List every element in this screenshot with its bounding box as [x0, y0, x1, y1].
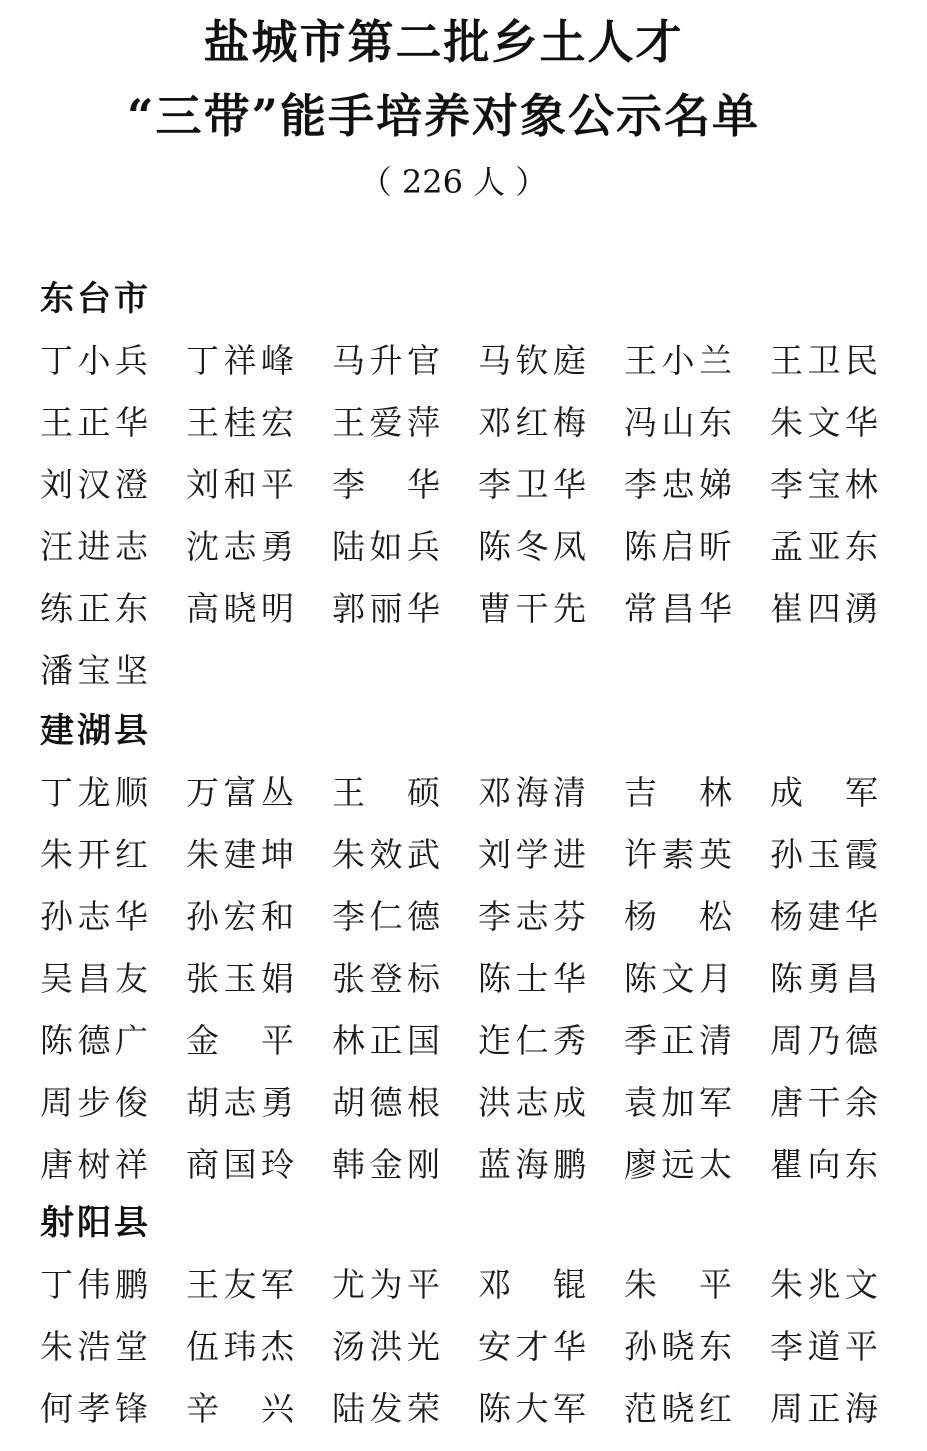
name-grid — [40, 762, 900, 1196]
total-count: （ 226 人 ） — [359, 163, 548, 201]
person-name: 冯 山 东 — [624, 403, 732, 442]
person-name: 王 卫 民 — [770, 341, 878, 380]
person-name: 王 友 军 — [186, 1265, 294, 1304]
person-name: 吉 林 — [624, 773, 732, 812]
person-name: 唐 干 余 — [770, 1083, 878, 1122]
person-name: 金 平 — [186, 1021, 294, 1060]
person-name: 高 晓 明 — [186, 589, 294, 628]
person-name: 邓 锟 — [478, 1265, 586, 1304]
person-name: 陈 德 广 — [40, 1021, 148, 1060]
person-name: 何 孝 锋 — [40, 1389, 148, 1428]
person-name: 汤 洪 光 — [332, 1327, 440, 1366]
person-name: 孙 志 华 — [40, 897, 148, 936]
person-name: 汪 进 志 — [40, 527, 148, 566]
person-name: 周 正 海 — [770, 1389, 878, 1428]
person-name: 潘 宝 坚 — [40, 651, 148, 690]
person-name: 邓 红 梅 — [478, 403, 586, 442]
person-name: 辛 兴 — [186, 1389, 294, 1428]
person-name: 李 志 芬 — [478, 897, 586, 936]
person-name: 唐 树 祥 — [40, 1145, 148, 1184]
section-title: 东台市 — [40, 279, 151, 319]
person-name: 陈 大 军 — [478, 1389, 586, 1428]
person-name: 陆 如 兵 — [332, 527, 440, 566]
person-name: 朱 开 红 — [40, 835, 148, 874]
person-name: 郭 丽 华 — [332, 589, 440, 628]
person-name: 陈 冬 凤 — [478, 527, 586, 566]
person-name: 安 才 华 — [478, 1327, 586, 1366]
person-name: 王 小 兰 — [624, 341, 732, 380]
person-name: 杨 松 — [624, 897, 732, 936]
person-name: 周 步 俊 — [40, 1083, 148, 1122]
section-jianhu — [40, 700, 900, 1196]
page-title-line1: 盐城市第二批乡土人才 — [203, 15, 684, 69]
person-name: 周 乃 德 — [770, 1021, 878, 1060]
person-name: 马 钦 庭 — [478, 341, 586, 380]
person-name: 朱 文 华 — [770, 403, 878, 442]
person-name: 许 素 英 — [624, 835, 732, 874]
person-name: 张 玉 娟 — [186, 959, 294, 998]
person-name: 丁 伟 鹏 — [40, 1265, 148, 1304]
name-grid — [40, 1254, 900, 1440]
person-name: 王 硕 — [332, 773, 440, 812]
person-name: 朱 效 武 — [332, 835, 440, 874]
person-name: 丁 龙 顺 — [40, 773, 148, 812]
person-name: 练 正 东 — [40, 589, 148, 628]
person-name: 朱 兆 文 — [770, 1265, 878, 1304]
name-grid — [40, 330, 900, 702]
person-name: 丁 祥 峰 — [186, 341, 294, 380]
person-name: 李 宝 林 — [770, 465, 878, 504]
person-name: 邓 海 清 — [478, 773, 586, 812]
section-title: 射阳县 — [40, 1203, 151, 1243]
person-name: 季 正 清 — [624, 1021, 732, 1060]
person-name: 万 富 丛 — [186, 773, 294, 812]
person-name: 孙 玉 霞 — [770, 835, 878, 874]
person-name: 李 仁 德 — [332, 897, 440, 936]
person-name: 杨 建 华 — [770, 897, 878, 936]
section-sheyang — [40, 1192, 900, 1440]
person-name: 朱 平 — [624, 1265, 732, 1304]
person-name: 胡 志 勇 — [186, 1083, 294, 1122]
person-name: 韩 金 刚 — [332, 1145, 440, 1184]
person-name: 陈 文 月 — [624, 959, 732, 998]
person-name: 成 军 — [770, 773, 878, 812]
person-name: 王 爱 萍 — [332, 403, 440, 442]
person-name: 范 晓 红 — [624, 1389, 732, 1428]
person-name: 刘 汉 澄 — [40, 465, 148, 504]
person-name: 尤 为 平 — [332, 1265, 440, 1304]
section-title: 建湖县 — [40, 711, 151, 751]
person-name: 刘 学 进 — [478, 835, 586, 874]
person-name: 廖 远 太 — [624, 1145, 732, 1184]
person-name: 马 升 官 — [332, 341, 440, 380]
person-name: 陈 士 华 — [478, 959, 586, 998]
person-name: 王 正 华 — [40, 403, 148, 442]
person-name: 李 华 — [332, 465, 440, 504]
person-name: 曹 干 先 — [478, 589, 586, 628]
person-name: 林 正 国 — [332, 1021, 440, 1060]
person-name: 迮 仁 秀 — [478, 1021, 586, 1060]
person-name: 沈 志 勇 — [186, 527, 294, 566]
person-name: 王 桂 宏 — [186, 403, 294, 442]
person-name: 蓝 海 鹏 — [478, 1145, 586, 1184]
person-name: 朱 建 坤 — [186, 835, 294, 874]
section-dongtai — [40, 268, 900, 702]
person-name: 袁 加 军 — [624, 1083, 732, 1122]
person-name: 常 昌 华 — [624, 589, 732, 628]
person-name: 陆 发 荣 — [332, 1389, 440, 1428]
person-name: 吴 昌 友 — [40, 959, 148, 998]
person-name: 陈 勇 昌 — [770, 959, 878, 998]
person-name: 孙 宏 和 — [186, 897, 294, 936]
person-name: 伍 玮 杰 — [186, 1327, 294, 1366]
person-name: 陈 启 昕 — [624, 527, 732, 566]
person-name: 朱 浩 堂 — [40, 1327, 148, 1366]
page-title-line2: “三带”能手培养对象公示名单 — [127, 89, 760, 143]
person-name: 刘 和 平 — [186, 465, 294, 504]
person-name: 丁 小 兵 — [40, 341, 148, 380]
person-name: 李 忠 娣 — [624, 465, 732, 504]
person-name: 崔 四 湧 — [770, 589, 878, 628]
person-name: 李 卫 华 — [478, 465, 586, 504]
person-name: 洪 志 成 — [478, 1083, 586, 1122]
person-name: 胡 德 根 — [332, 1083, 440, 1122]
person-name: 张 登 标 — [332, 959, 440, 998]
person-name: 孙 晓 东 — [624, 1327, 732, 1366]
person-name: 孟 亚 东 — [770, 527, 878, 566]
person-name: 李 道 平 — [770, 1327, 878, 1366]
person-name: 瞿 向 东 — [770, 1145, 878, 1184]
person-name: 商 国 玲 — [186, 1145, 294, 1184]
